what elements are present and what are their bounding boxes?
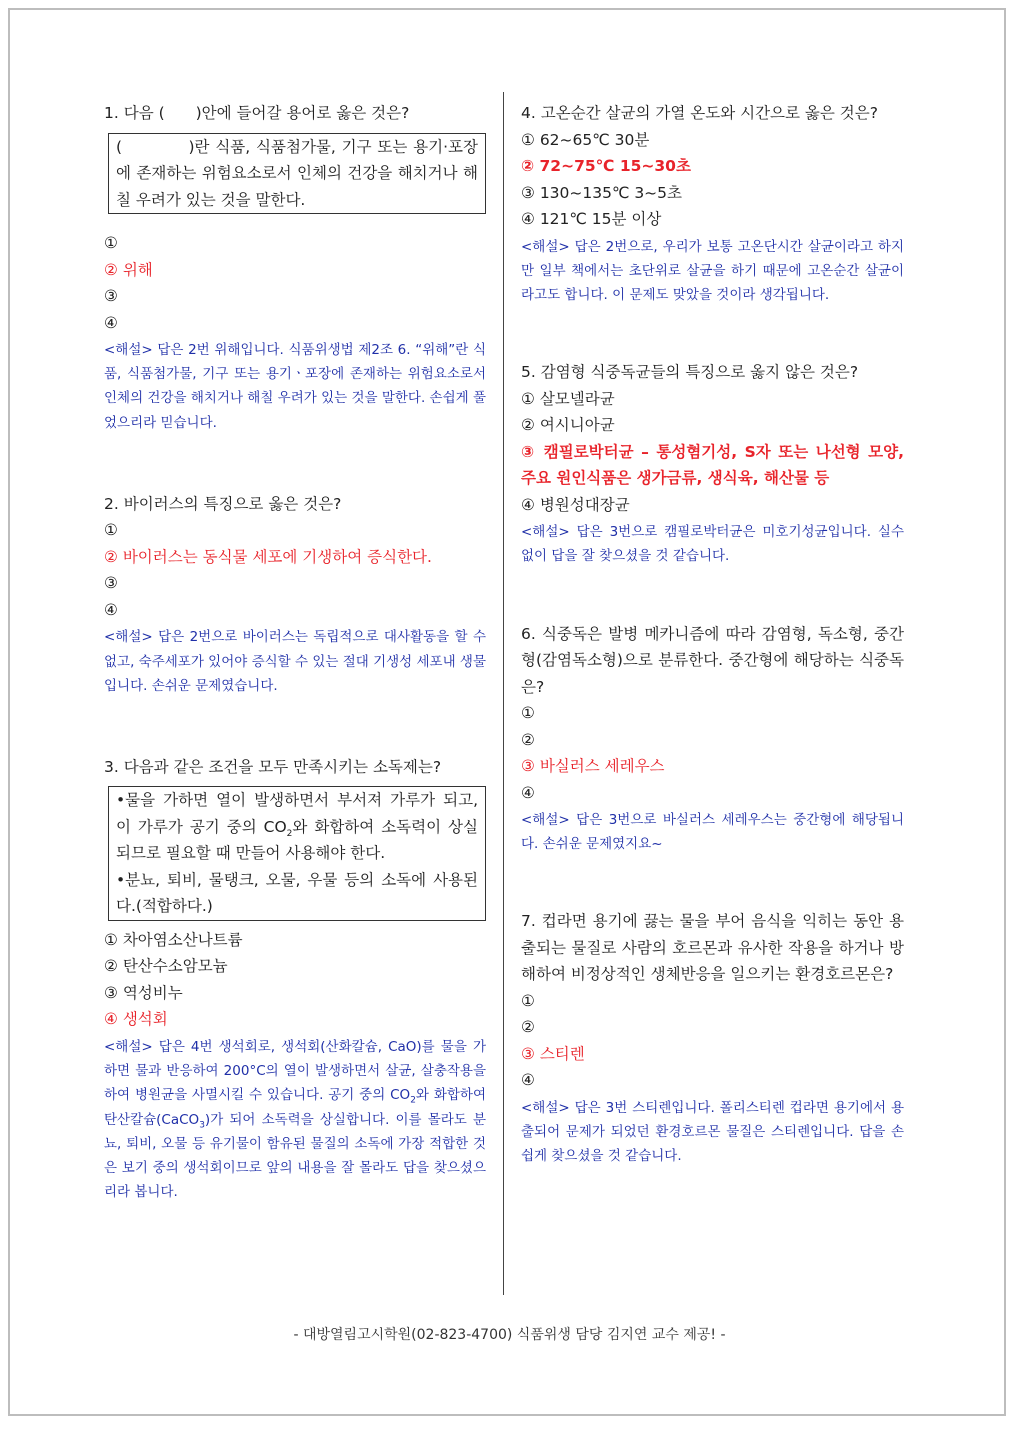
q3-explanation: <해설> 답은 4번 생석회로, 생석회(산화칼슘, CaO)를 물을 가하면 물과 반응하여 200°C의 열이 발생하면서 살균, 살충작용을 하여 병원균을 사멸시킬 수 있습니다. 공기 중의 $CO_2$와 화합하여 탄산칼슘(CaCO$_3$)가 되어 소독력을 상실합니다. 이를 몰라도 분뇨, 퇴비, 오물 등 유기물이 함유된 물질의 소독에 가장 적합한 것은 보기 중의 생석회이므로 앞의 내용을 잘 몰라도 답을 찾으셨으리라 봅니다.	[104, 1038, 486, 1201]
left-column	[104, 92, 486, 1204]
question-7-text: 7. 컵라면 용기에 끓는 물을 부어 음식을 익히는 동안 용출되는 물질로 사람의 호르몬과 유사한 작용을 하거나 방해하여 비정상적인 생체반응을 일으키는 환경호르몬은?	[521, 912, 904, 984]
q4-option-2-answer: ② 72~75℃ 15~30초	[521, 157, 691, 175]
q3-option-3: ③ 역성비누	[104, 983, 183, 1002]
question-3-box	[108, 786, 486, 921]
question-6	[521, 621, 904, 857]
q2-option-4: ④	[104, 600, 118, 619]
q3-box-condition-1: •물을 가하면 열이 발생하면서 부서져 가루가 되고, 이 가루가 공기 중의 $CO_2$와 화합하여 소독력이 상실되므로 필요할 때 만들어 사용해야 한다.	[116, 791, 478, 863]
q2-option-1: ①	[104, 521, 118, 540]
question-1-text: 1. 다음 ( )안에 들어갈 용어로 옳은 것은?	[104, 104, 410, 122]
q3-option-2: ② 탄산수소암모늄	[104, 957, 228, 976]
q4-option-3: ③ 130~135℃ 3~5초	[521, 183, 682, 202]
q2-explanation: <해설> 답은 2번으로 바이러스는 독립적으로 대사활동을 할 수 없고, 숙주세포가 있어야 증식할 수 있는 절대 기생성 세포내 생물입니다. 손쉬운 문제였습니다.	[104, 629, 486, 694]
q1-option-3: ③	[104, 287, 118, 305]
question-3-text: 3. 다음과 같은 조건을 모두 만족시키는 소독제는?	[104, 757, 442, 776]
q1-explanation: <해설> 답은 2번 위해입니다. 식품위생법 제2조 6. “위해”란 식품, 식품첨가물, 기구 또는 용기ㆍ포장에 존재하는 위험요소로서 인체의 건강을 해치거나 해칠 우려가 있는 것을 말한다. 손쉽게 풀었으리라 믿습니다.	[104, 342, 486, 431]
q5-option-1: ① 살모넬라균	[521, 389, 615, 408]
question-6-text: 6. 식중독은 발병 메카니즘에 따라 감염형, 독소형, 중간형(감염독소형)으로 분류한다. 중간형에 해당하는 식중독은?	[521, 624, 904, 696]
q4-option-4: ④ 121℃ 15분 이상	[521, 210, 662, 228]
q7-option-2: ②	[521, 1018, 535, 1037]
q1-option-2-answer: ② 위해	[104, 260, 153, 279]
question-2-text: 2. 바이러스의 특징으로 옳은 것은?	[104, 494, 342, 513]
q3-box-condition-2: •분뇨, 퇴비, 물탱크, 오물, 우물 등의 소독에 사용된다.(적합하다.)	[116, 870, 478, 916]
right-column	[521, 92, 904, 1169]
q7-explanation: <해설> 답은 3번 스티렌입니다. 폴리스티렌 컵라면 용기에서 용출되어 문제가 되었던 환경호르몬 물질은 스티렌입니다. 답을 손쉽게 찾으셨을 것 같습니다.	[521, 1099, 904, 1165]
q6-option-4: ④	[521, 783, 535, 802]
question-7	[521, 908, 904, 1168]
question-4-text: 4. 고온순간 살균의 가열 온도와 시간으로 옳은 것은?	[521, 104, 878, 122]
question-3	[104, 754, 486, 1204]
q6-option-1: ①	[521, 704, 535, 723]
q4-option-1: ① 62~65℃ 30분	[521, 130, 650, 149]
q6-option-3-answer: ③ 바실러스 세레우스	[521, 757, 665, 776]
question-4	[521, 100, 904, 307]
q7-option-4: ④	[521, 1071, 535, 1090]
question-2	[104, 491, 486, 698]
page-footer: - 대방열림고시학원(02-823-4700) 식품위생 담당 김지연 교수 제공! -	[293, 1327, 726, 1343]
q3-option-1: ① 차아염소산나트륨	[104, 930, 243, 949]
q6-option-2: ②	[521, 730, 535, 749]
q3-option-4-answer: ④ 생석회	[104, 1010, 168, 1029]
q7-option-3-answer: ③ 스티렌	[521, 1044, 585, 1063]
q6-explanation: <해설> 답은 3번으로 바실러스 세레우스는 중간형에 해당됩니다. 손쉬운 문제였지요~	[521, 812, 904, 853]
q5-option-4: ④ 병원성대장균	[521, 495, 630, 514]
question-1	[104, 100, 486, 435]
question-5-text: 5. 감염형 식중독균들의 특징으로 옳지 않은 것은?	[521, 363, 859, 382]
q5-option-3-answer: ③ 캠필로박터균 – 통성혐기성, S자 또는 나선형 모양, 주요 원인식품은 생가금류, 생식육, 해산물 등	[521, 442, 904, 488]
q5-option-2: ② 여시니아균	[521, 416, 615, 435]
question-1-box: ( )란 식품, 식품첨가물, 기구 또는 용기·포장에 존재하는 위험요소로서 인체의 건강을 해치거나 해칠 우려가 있는 것을 말한다.	[108, 133, 486, 215]
q2-option-2-answer: ② 바이러스는 동식물 세포에 기생하여 증식한다.	[104, 547, 432, 566]
q1-option-1: ①	[104, 234, 118, 252]
q5-explanation: <해설> 답은 3번으로 캠필로박터균은 미호기성균입니다. 실수 없이 답을 잘 찾으셨을 것 같습니다.	[521, 524, 904, 565]
q4-explanation: <해설> 답은 2번으로, 우리가 보통 고온단시간 살균이라고 하지만 일부 책에서는 초단위로 살균을 하기 때문에 고온순간 살균이라고도 합니다. 이 문제도 맞았을 것이라 생각됩니다.	[521, 238, 904, 303]
q2-option-3: ③	[104, 574, 118, 593]
q7-option-1: ①	[521, 991, 535, 1010]
column-divider	[503, 92, 504, 1295]
q1-option-4: ④	[104, 313, 118, 332]
question-5	[521, 359, 904, 568]
